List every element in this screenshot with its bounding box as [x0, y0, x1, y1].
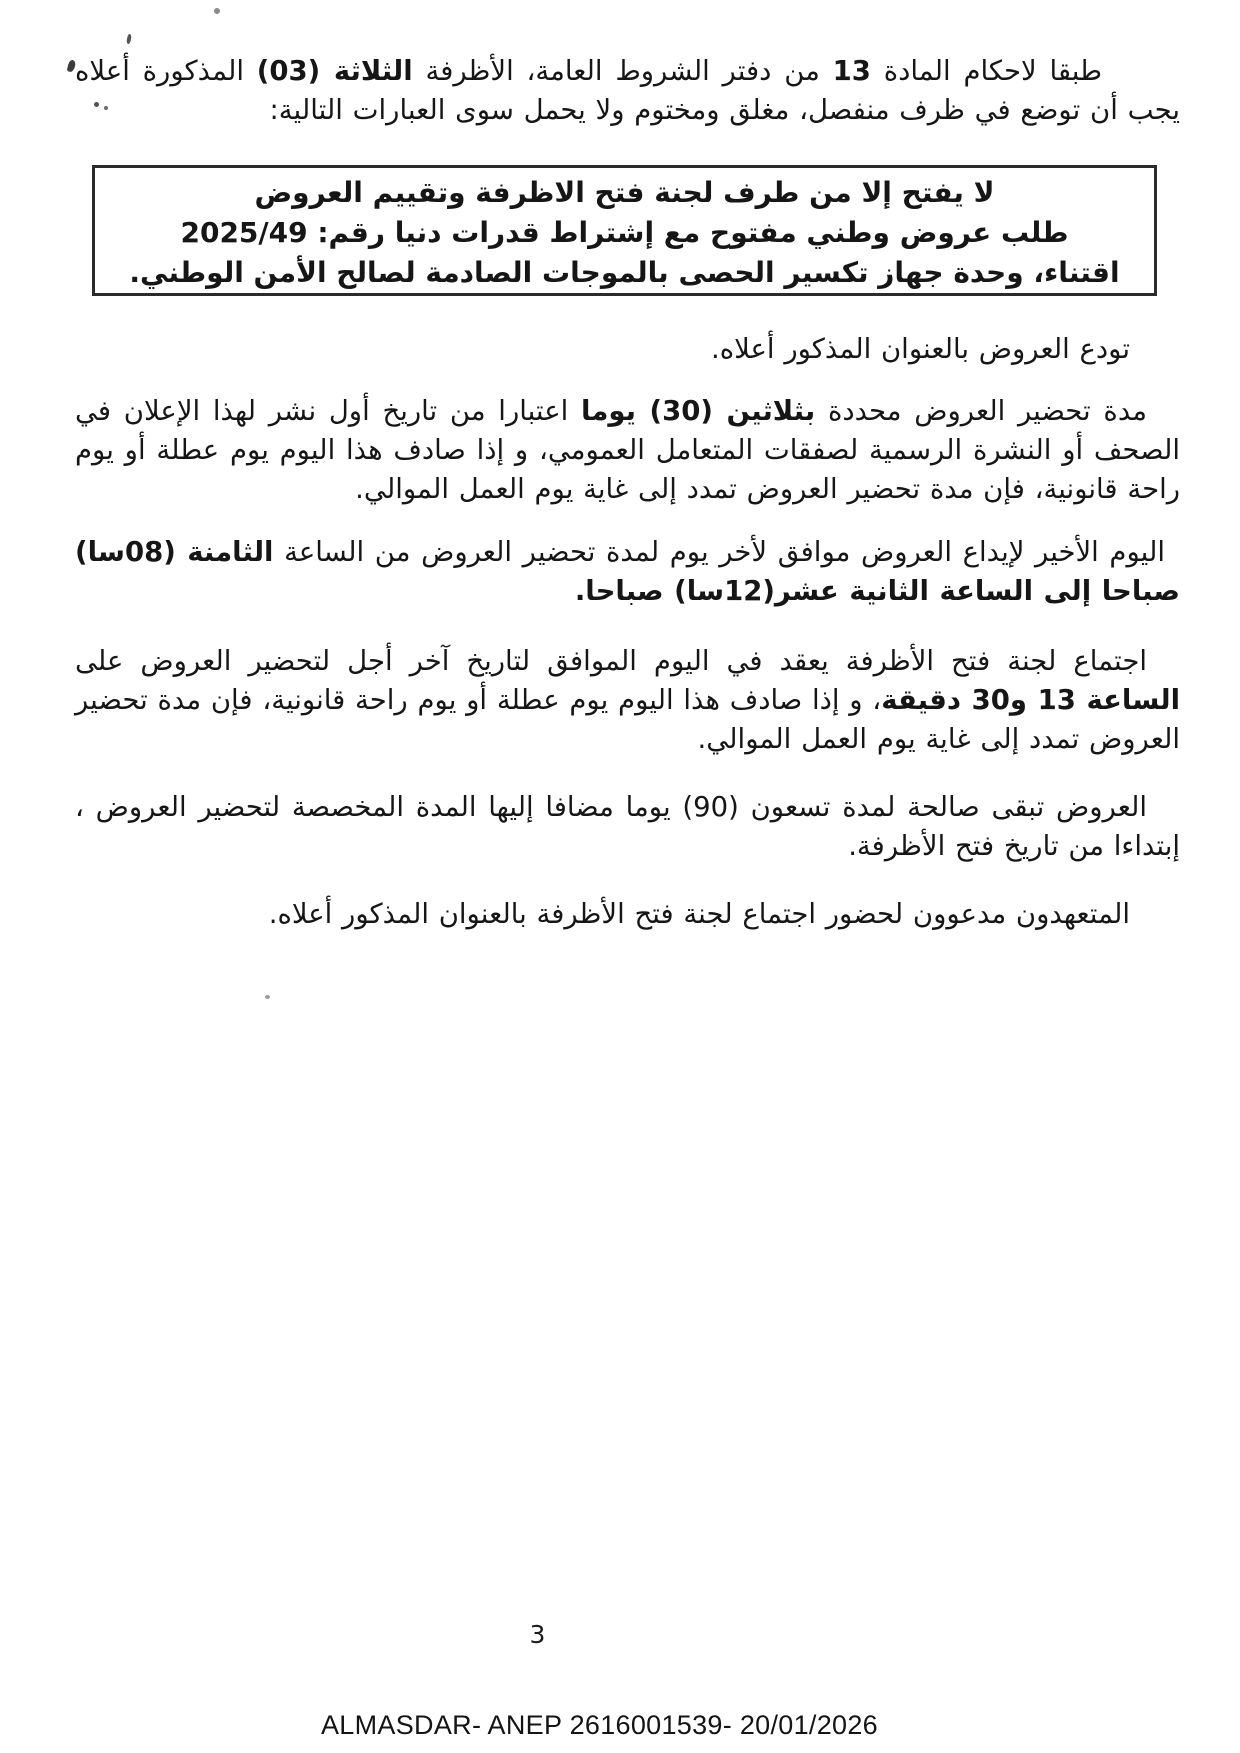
opening-meeting-paragraph	[75, 642, 1180, 759]
page-number: 3	[529, 1620, 546, 1649]
envelope-notice-box	[92, 165, 1157, 296]
footer-reference: ALMASDAR- ANEP 2616001539- 20/01/2026	[321, 1710, 878, 1740]
intro-paragraph	[75, 52, 1180, 130]
preparation-text-1: مدة تحضير العروض محددة	[815, 395, 1148, 427]
scan-artifact	[214, 8, 220, 14]
last-day-hours: الثامنة (08سا) صباحا إلى الساعة الثانية عشر(12سا) صباحا.	[75, 536, 1180, 607]
intro-text-2: من دفتر الشروط العامة، الأظرفة	[412, 55, 833, 87]
deposit-paragraph: تودع العروض بالعنوان المذكور أعلاه.	[710, 333, 1130, 365]
envelopes-count: الثلاثة (03)	[256, 55, 413, 87]
scan-artifact	[104, 106, 108, 110]
envelope-notice-line-2: طلب عروض وطني مفتوح مع إشتراط قدرات دنيا رقم: 2025/49	[180, 216, 1069, 249]
meeting-time: الساعة 13 و30 دقيقة	[881, 684, 1180, 716]
scan-artifact	[94, 102, 99, 107]
offer-validity-paragraph: العروض تبقى صالحة لمدة تسعون (90) يوما مضافا إليها المدة المخصصة لتحضير العروض ، إبتداءا من تاريخ فتح الأظرفة.	[75, 791, 1180, 862]
scan-artifact	[265, 995, 270, 999]
meeting-text-1: اجتماع لجنة فتح الأظرفة يعقد في اليوم الموافق لتاريخ آخر أجل لتحضير العروض على	[75, 645, 1147, 677]
intro-text-3: المذكورة أعلاه يجب أن توضع في ظرف منفصل، مغلق ومختوم ولا يحمل سوى العبارات التالية:	[75, 55, 1180, 126]
preparation-duration: بثلاثين (30) يوما	[581, 395, 816, 427]
last-day-text: اليوم الأخير لإيداع العروض موافق لأخر يوم لمدة تحضير العروض من الساعة	[273, 536, 1165, 568]
envelope-notice-line-1: لا يفتح إلا من طرف لجنة فتح الاظرفة وتقييم العروض	[254, 176, 995, 209]
preparation-period-paragraph	[75, 392, 1180, 509]
article-number: 13	[832, 55, 871, 87]
invitation-paragraph: المتعهدون مدعوون لحضور اجتماع لجنة فتح الأظرفة بالعنوان المذكور أعلاه.	[268, 898, 1130, 930]
preparation-text-2: اعتبارا من تاريخ أول نشر لهذا الإعلان في الصحف أو النشرة الرسمية لصفقات المتعامل العمومي، و إذا صادف هذا اليوم يوم عطلة أو يوم راحة قانونية، فإن مدة تحضير العروض تمدد إلى غاية يوم العمل الموالي.	[75, 395, 1180, 505]
last-day-paragraph	[75, 533, 1180, 611]
meeting-text-2: ، و إذا صادف هذا اليوم يوم عطلة أو يوم راحة قانونية، فإن مدة تحضير العروض تمدد إلى غاية يوم العمل الموالي.	[75, 684, 1180, 755]
intro-text-1: طبقا لاحكام المادة	[870, 55, 1102, 87]
envelope-notice-line-3: اقتناء، وحدة جهاز تكسير الحصى بالموجات الصادمة لصالح الأمن الوطني.	[129, 256, 1120, 289]
scan-artifact	[126, 34, 132, 45]
